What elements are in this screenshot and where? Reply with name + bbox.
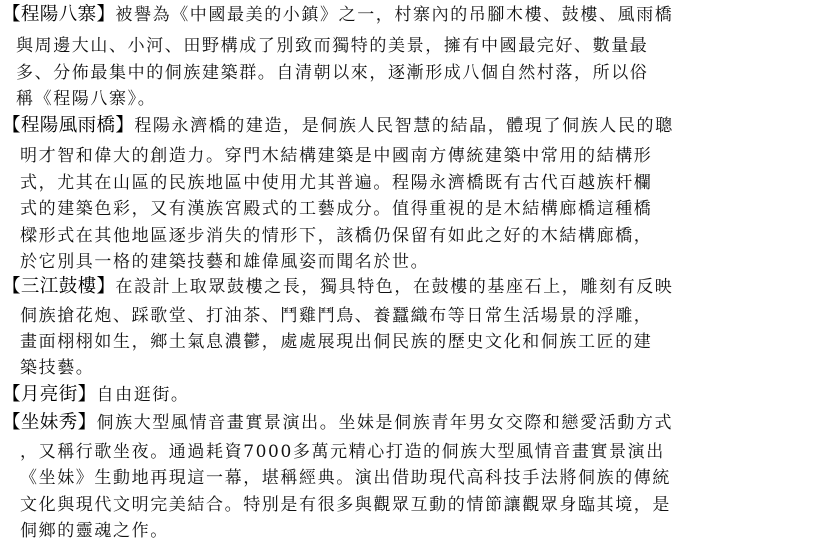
entry-term: 【三江鼓樓】 <box>2 276 116 297</box>
entry-first-line <box>2 384 190 406</box>
entry-text-line: ，又稱行歌坐夜。通過耗資7000多萬元精心打造的侗族大型風情音畫實景演出 <box>20 442 665 462</box>
entry-term: 【程陽風雨橋】 <box>2 115 135 136</box>
entry-text-line: 侗鄉的靈魂之作。 <box>20 521 169 541</box>
entry-text-line: 築技藝。 <box>20 358 95 378</box>
entry-first-line <box>2 4 673 26</box>
entry-term: 【月亮街】 <box>2 384 97 405</box>
entry-text-line: 程陽永濟橋的建造，是侗族人民智慧的結晶，體現了侗族人民的聰 <box>134 116 674 136</box>
entry-text-line: 式，尤其在山區的民族地區中使用尤其普遍。程陽永濟橋既有古代百越族杆欄 <box>20 173 653 193</box>
entry-text-line: 與周邊大山、小河、田野構成了別致而獨特的美景，擁有中國最完好、數量最 <box>16 36 649 56</box>
entry-text-line: 畫面栩栩如生，鄉土氣息濃鬱，處處展現出侗民族的歷史文化和侗族工匠的建 <box>20 332 653 352</box>
entry-term: 【程陽八寨】 <box>2 4 116 25</box>
entry-text-line: 被譽為《中國最美的小鎮》之一，村寨內的吊腳木樓、鼓樓、風雨橋 <box>115 5 674 25</box>
entry-text-line: 侗族大型風情音畫實景演出。坐妹是侗族青年男女交際和戀愛活動方式 <box>96 413 674 433</box>
entry-text-line: 在設計上取眾鼓樓之長，獨具特色，在鼓樓的基座石上，雕刻有反映 <box>115 277 674 297</box>
entry-first-line <box>2 115 674 137</box>
entry-term: 【坐妹秀】 <box>2 412 97 433</box>
entry-text-line: 《坐妹》生動地再現這一幕，堪稱經典。演出借助現代高科技手法將侗族的傳統 <box>20 468 671 488</box>
entry-text-line: 多、分佈最集中的侗族建築群。自清朝以來，逐漸形成八個自然村落，所以俗 <box>16 63 649 83</box>
entry-text-line: 於它別具一格的建築技藝和雄偉風姿而聞名於世。 <box>20 252 430 272</box>
entry-text-line: 式的建築色彩，又有漢族宮殿式的工藝成分。值得重視的是木結構廊橋這種橋 <box>20 199 653 219</box>
entry-text-line: 明才智和偉大的創造力。穿門木結構建築是中國南方傳統建築中常用的結構形 <box>20 146 653 166</box>
entry-text-line: 侗族搶花炮、踩歌堂、打油茶、鬥雞鬥鳥、養蠶織布等日常生活場景的浮雕， <box>20 306 653 326</box>
entry-text-line: 樑形式在其他地區逐步消失的情形下，該橋仍保留有如此之好的木結構廊橋， <box>20 226 653 246</box>
entry-text-line: 稱《程陽八寨》。 <box>16 89 157 109</box>
entry-text-line: 自由逛街。 <box>96 385 190 405</box>
entry-text-line: 文化與現代文明完美結合。特別是有很多與觀眾互動的情節讓觀眾身臨其境，是 <box>20 495 671 515</box>
entry-first-line <box>2 276 673 298</box>
entry-first-line <box>2 412 673 434</box>
